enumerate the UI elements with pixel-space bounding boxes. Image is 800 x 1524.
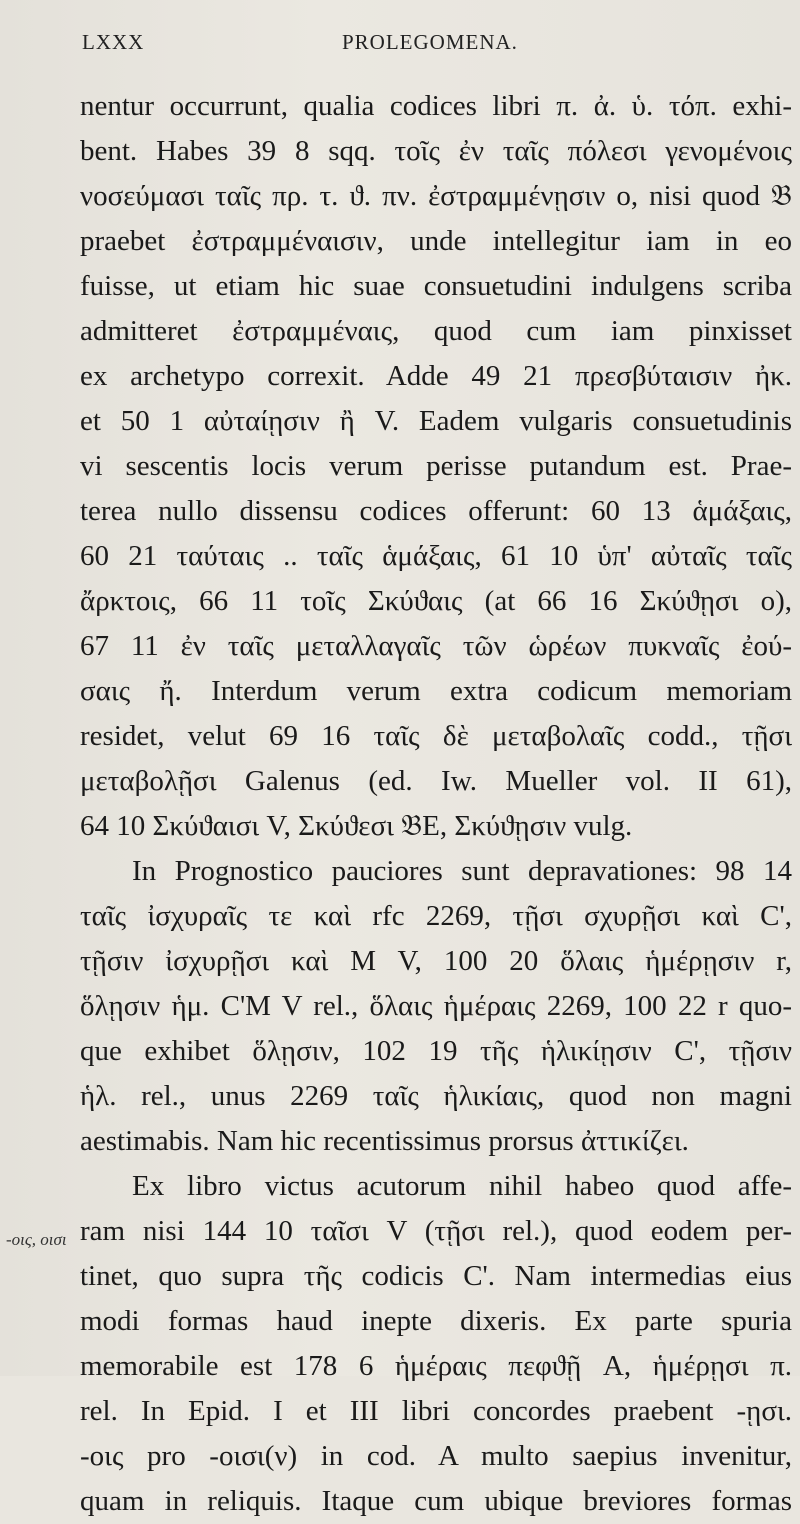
text-line: rel. In Epid. I et III libri concordes praebent -ῃσι. bbox=[80, 1395, 792, 1427]
text-line: 64 10 Σκύϑαισι V, Σκύϑεσι 𝔅E, Σκύϑῃσιν vulg. bbox=[80, 810, 633, 842]
text-line: ex archetypo correxit. Adde 49 21 πρεσβύταισιν ἠκ. bbox=[80, 360, 792, 392]
text-line: residet, velut 69 16 ταῖς δὲ μεταβολαῖς codd., τῇσι bbox=[80, 720, 792, 752]
text-line: terea nullo dissensu codices offerunt: 60 13 ἁμάξαις, bbox=[80, 495, 792, 527]
text-line: et 50 1 αὐταίῃσιν ἢ V. Eadem vulgaris consuetudinis bbox=[80, 405, 792, 437]
text-line: μεταβολῇσι Galenus (ed. Iw. Mueller vol. II 61), bbox=[80, 765, 792, 797]
running-head bbox=[82, 30, 760, 60]
page-number: LXXX bbox=[82, 30, 145, 54]
text-line: In Prognostico pauciores sunt depravationes: 98 14 bbox=[132, 855, 792, 887]
text-line: praebet ἐστραμμέναισιν, unde intellegitur iam in eo bbox=[80, 225, 792, 257]
text-line: ἡλ. rel., unus 2269 ταῖς ἡλικίαις, quod non magni bbox=[80, 1080, 792, 1112]
text-line: ὅλῃσιν ἡμ. C'M V rel., ὅλαις ἡμέραις 2269, 100 22 r quo- bbox=[80, 990, 792, 1022]
text-line: modi formas haud inepte dixeris. Ex parte spuria bbox=[80, 1305, 792, 1337]
text-line: 60 21 ταύταις .. ταῖς ἁμάξαις, 61 10 ὑπ' αὐταῖς ταῖς bbox=[80, 540, 792, 572]
text-line: bent. Habes 39 8 sqq. τοῖς ἐν ταῖς πόλεσι γενομένοις bbox=[80, 135, 792, 167]
text-line: quam in reliquis. Itaque cum ubique breviores formas bbox=[80, 1485, 792, 1517]
text-line: ἄρκτοις, 66 11 τοῖς Σκύϑαις (at 66 16 Σκύϑῃσι o), bbox=[80, 585, 792, 617]
text-line: ταῖς ἰσχυραῖς τε καὶ rfc 2269, τῇσι σχυρῇσι καὶ C', bbox=[80, 900, 792, 932]
text-line: memorabile est 178 6 ἡμέραις πεφϑῇ A, ἡμέρῃσι π. bbox=[80, 1350, 792, 1382]
text-line: 67 11 ἐν ταῖς μεταλλαγαῖς τῶν ὡρέων πυκναῖς ἐού- bbox=[80, 630, 792, 662]
margin-note: -οις, οισι bbox=[6, 1230, 67, 1249]
text-line: admitteret ἐστραμμέναις, quod cum iam pinxisset bbox=[80, 315, 792, 347]
text-line: -οις pro -οισι(ν) in cod. A multo saepius invenitur, bbox=[80, 1440, 792, 1472]
text-line: tinet, quo supra τῆς codicis C'. Nam intermedias eius bbox=[80, 1260, 792, 1292]
text-line: nentur occurrunt, qualia codices libri π. ἀ. ὑ. τόπ. exhi- bbox=[80, 90, 792, 122]
text-line: Ex libro victus acutorum nihil habeo quod affe- bbox=[132, 1170, 792, 1202]
text-line: σαις ἤ. Interdum verum extra codicum memoriam bbox=[80, 675, 792, 707]
text-line: fuisse, ut etiam hic suae consuetudini indulgens scriba bbox=[80, 270, 792, 302]
text-line: ram nisi 144 10 ταῖσι V (τῇσι rel.), quod eodem per- bbox=[80, 1215, 792, 1247]
running-title: PROLEGOMENA. bbox=[342, 30, 518, 54]
text-line: νοσεύμασι ταῖς πρ. τ. ϑ. πν. ἐστραμμένῃσιν o, nisi quod 𝔅 bbox=[80, 180, 792, 212]
text-line: aestimabis. Nam hic recentissimus prorsus ἀττικίζει. bbox=[80, 1125, 689, 1157]
text-line: τῇσιν ἰσχυρῇσι καὶ M V, 100 20 ὅλαις ἡμέρῃσιν r, bbox=[80, 945, 792, 977]
text-line: que exhibet ὅλῃσιν, 102 19 τῆς ἡλικίῃσιν C', τῇσιν bbox=[80, 1035, 792, 1067]
text-line: vi sescentis locis verum perisse putandum est. Prae- bbox=[80, 450, 792, 482]
body-text bbox=[80, 84, 792, 1524]
